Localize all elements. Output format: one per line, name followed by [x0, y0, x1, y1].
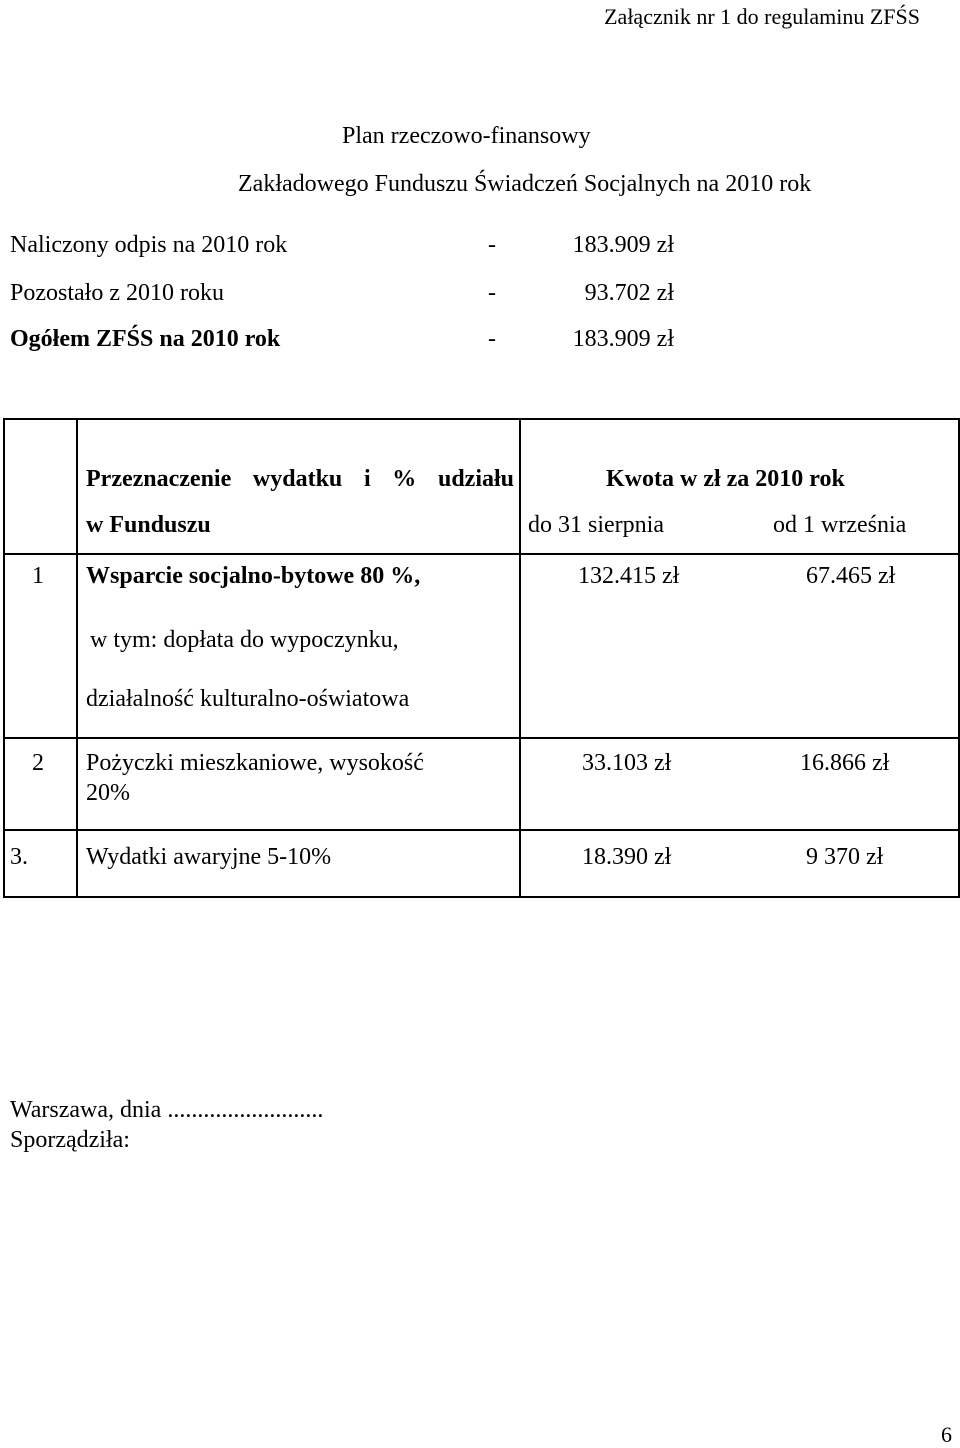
summary-dash: - — [488, 280, 496, 306]
table-border-left — [3, 418, 5, 898]
row-amount-until: 18.390 zł — [582, 844, 672, 870]
table-row-divider — [3, 829, 960, 831]
table-border-bottom — [3, 896, 960, 898]
table-row-divider — [3, 553, 960, 555]
row-amount-until: 33.103 zł — [582, 750, 672, 776]
row-amount-from: 9 370 zł — [806, 844, 884, 870]
header-col-from: od 1 września — [773, 512, 907, 538]
summary-value: 183.909 zł — [572, 326, 674, 352]
row-amount-until: 132.415 zł — [578, 563, 680, 589]
table-col-divider — [519, 418, 521, 898]
summary-dash: - — [488, 232, 496, 258]
row-amount-from: 67.465 zł — [806, 563, 896, 589]
summary-value: 183.909 zł — [572, 232, 674, 258]
row-description: Wydatki awaryjne 5-10% — [86, 844, 332, 870]
summary-label: Ogółem ZFŚS na 2010 rok — [10, 326, 281, 352]
row-description: w tym: dopłata do wypoczynku, — [90, 627, 399, 653]
summary-value: 93.702 zł — [584, 280, 674, 306]
summary-label: Naliczony odpis na 2010 rok — [10, 232, 288, 258]
place-date-line: Warszawa, dnia .......................... — [10, 1097, 324, 1123]
table-row-divider — [3, 737, 960, 739]
row-description: Pożyczki mieszkaniowe, wysokość — [86, 750, 424, 776]
row-description: Wsparcie socjalno-bytowe 80 %, — [86, 563, 421, 589]
row-amount-from: 16.866 zł — [800, 750, 890, 776]
row-number: 3. — [10, 844, 28, 870]
summary-label: Pozostało z 2010 roku — [10, 280, 224, 306]
header-purpose-line1: Przeznaczenie wydatku i % udziału — [86, 466, 514, 492]
document-title: Plan rzeczowo-finansowy — [342, 123, 591, 149]
table-col-divider — [76, 418, 78, 898]
row-number: 2 — [32, 750, 44, 776]
header-amount-title: Kwota w zł za 2010 rok — [606, 466, 845, 492]
row-number: 1 — [32, 563, 44, 589]
header-purpose-line2: w Funduszu — [86, 512, 211, 538]
prepared-by-line: Sporządziła: — [10, 1127, 130, 1153]
document-subtitle: Zakładowego Funduszu Świadczeń Socjalnych na 2010 rok — [238, 171, 812, 197]
annex-note: Załącznik nr 1 do regulaminu ZFŚS — [604, 4, 920, 29]
row-description: działalność kulturalno-oświatowa — [86, 686, 410, 712]
row-description: 20% — [86, 780, 130, 806]
header-col-until: do 31 sierpnia — [528, 512, 664, 538]
page-number: 6 — [941, 1422, 952, 1447]
table-border-top — [3, 418, 960, 420]
summary-dash: - — [488, 326, 496, 352]
